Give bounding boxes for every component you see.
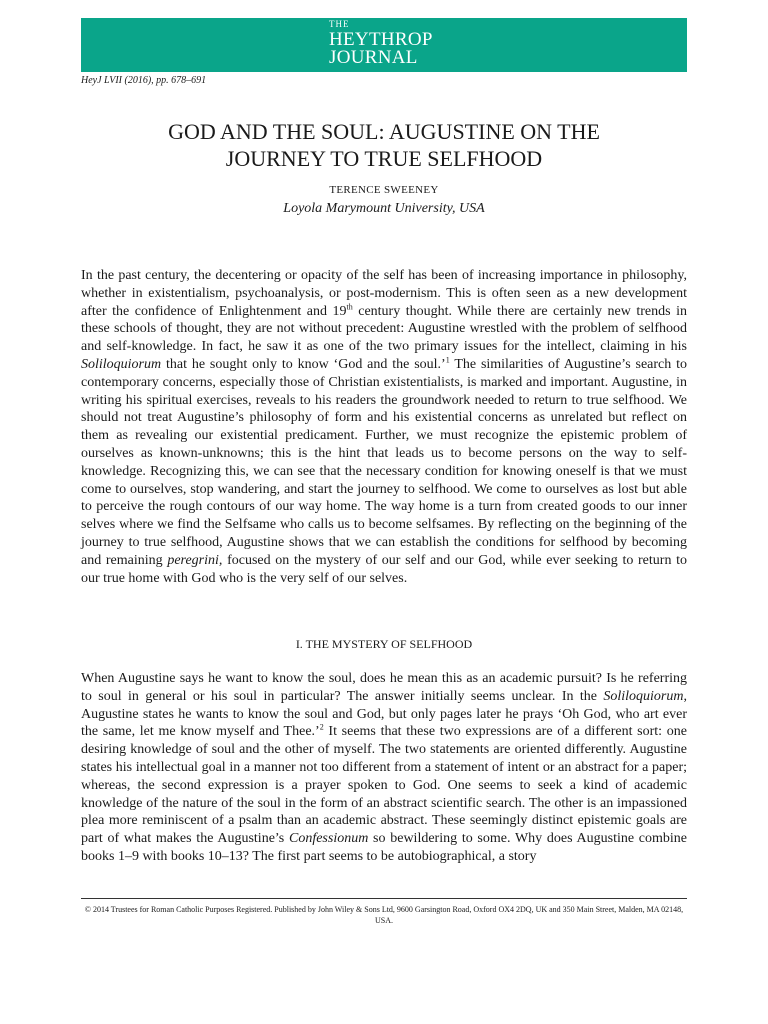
article-title [81, 118, 687, 172]
journal-banner [81, 18, 687, 72]
abstract-paragraph [81, 267, 687, 587]
section-heading: I. THE MYSTERY OF SELFHOOD [295, 637, 473, 651]
italic-soliloquiorum: Soliloquiorum [603, 688, 684, 704]
body-text: When Augustine says he want to know the soul, does he mean this as an academic pursuit? Is he referring to soul in general or his soul in particular? The answer initially seems unclear. In the [81, 671, 687, 704]
logo-journal: JOURNAL [329, 47, 418, 68]
italic-peregrini: peregrini, [167, 552, 223, 568]
body-text: It seems that these two expressions are of a different sort: one desiring knowledge of soul and the other of myself. The two statements are oriented differently. Augustine states his intellectual goal in a manner not too different from a statement of intent or an abstract for a paper; whereas, the second expression is a prayer spoken to God. One seems to seek a kind of academic knowledge of the nature of the soul in the form of an abstract scientific search. The other is an impassioned plea more reminiscent of a psalm than an academic abstract. These seemingly distinct epistemic goals are part of what makes the Augustine’s [81, 724, 687, 847]
title-line-2: JOURNEY TO TRUE SELFHOOD [225, 146, 543, 171]
abstract-text: that he sought only to know ‘God and the soul.’ [161, 356, 446, 372]
abstract-text: century thought. While there are certainly new trends in these schools of thought, they are not without precedent: Augustine wrestled with the problem of selfhood and self-knowledge. In fact, he saw it as one of the two primary issues for the intellect, claiming in his [81, 303, 687, 355]
body-text: so bewildering to some. Why does Augustine combine books 1–9 with books 10–13? The first part seems to be autobiographical, a story [81, 831, 687, 864]
logo-heythrop: HEYTHROP [329, 29, 433, 50]
copyright-notice: © 2014 Trustees for Roman Catholic Purposes Registered. Published by John Wiley & Sons Ltd, 9600 Garsington Road, Oxford OX4 2DQ, UK and 350 Main Street, Malden, MA 02148, USA. [84, 905, 684, 925]
italic-soliloquiorum: Soliloquiorum [81, 356, 162, 372]
journal-citation: HeyJ LVII (2016), pp. 678–691 [81, 75, 207, 86]
body-paragraph [81, 670, 687, 866]
title-line-1: GOD AND THE SOUL: AUGUSTINE ON THE [168, 119, 600, 144]
abstract-text: The similarities of Augustine’s search to contemporary concerns, especially those of Christian existentialists, is marked and important. Augustine, in writing his spiritual exercises, reveals to his readers the groundwork needed to return to true selfhood. We should not treat Augustine’s philosophy of form and his existential concerns as unrelated but reflect on them as revealing our existential predicament. Further, we must recognize the epistemic problem of ourselves as known-unknowns; this is the hint that leads us to become persons on the way to self-knowledge. Recognizing this, we can see that the necessary condition for knowing oneself is that we must come to ourselves, stop wandering, and start the journey to selfhood. We come to ourselves as lost but able to perceive the rough contours of our way home. The way home is a turn from created goods to our inner selves where we find the Selfsame who calls us to become selfsames. By reflecting on the beginning of the journey to true selfhood, Augustine shows that we can establish the conditions for selfhood by becoming and remaining [81, 356, 687, 568]
abstract-text: In the past century, the decentering or opacity of the self has been of increasing importance in philosophy, whether in existentialism, psychoanalysis, or post-modernism. This is often seen as a new development after the confidence of Enlightenment and 19 [81, 268, 687, 319]
italic-confessionum: Confessionum [288, 831, 369, 847]
superscript-th: th [346, 301, 353, 311]
author-name: TERENCE SWEENEY [329, 184, 439, 196]
body-text: , Augustine states he wants to know the soul and God, but only pages later he prays ‘Oh God, who art ever the same, let me know myself and Thee.’ [81, 688, 687, 740]
author-affiliation: Loyola Marymount University, USA [283, 201, 485, 216]
logo-the: THE [329, 19, 350, 29]
footnote-ref-2[interactable]: 2 [319, 722, 324, 732]
footer-divider [81, 898, 687, 899]
footnote-ref-1[interactable]: 1 [445, 355, 450, 365]
journal-logo [329, 20, 433, 67]
abstract-text: focused on the mystery of our self and our God, while ever seeking to return to our true home with God who is the very self of our selves. [81, 552, 687, 586]
